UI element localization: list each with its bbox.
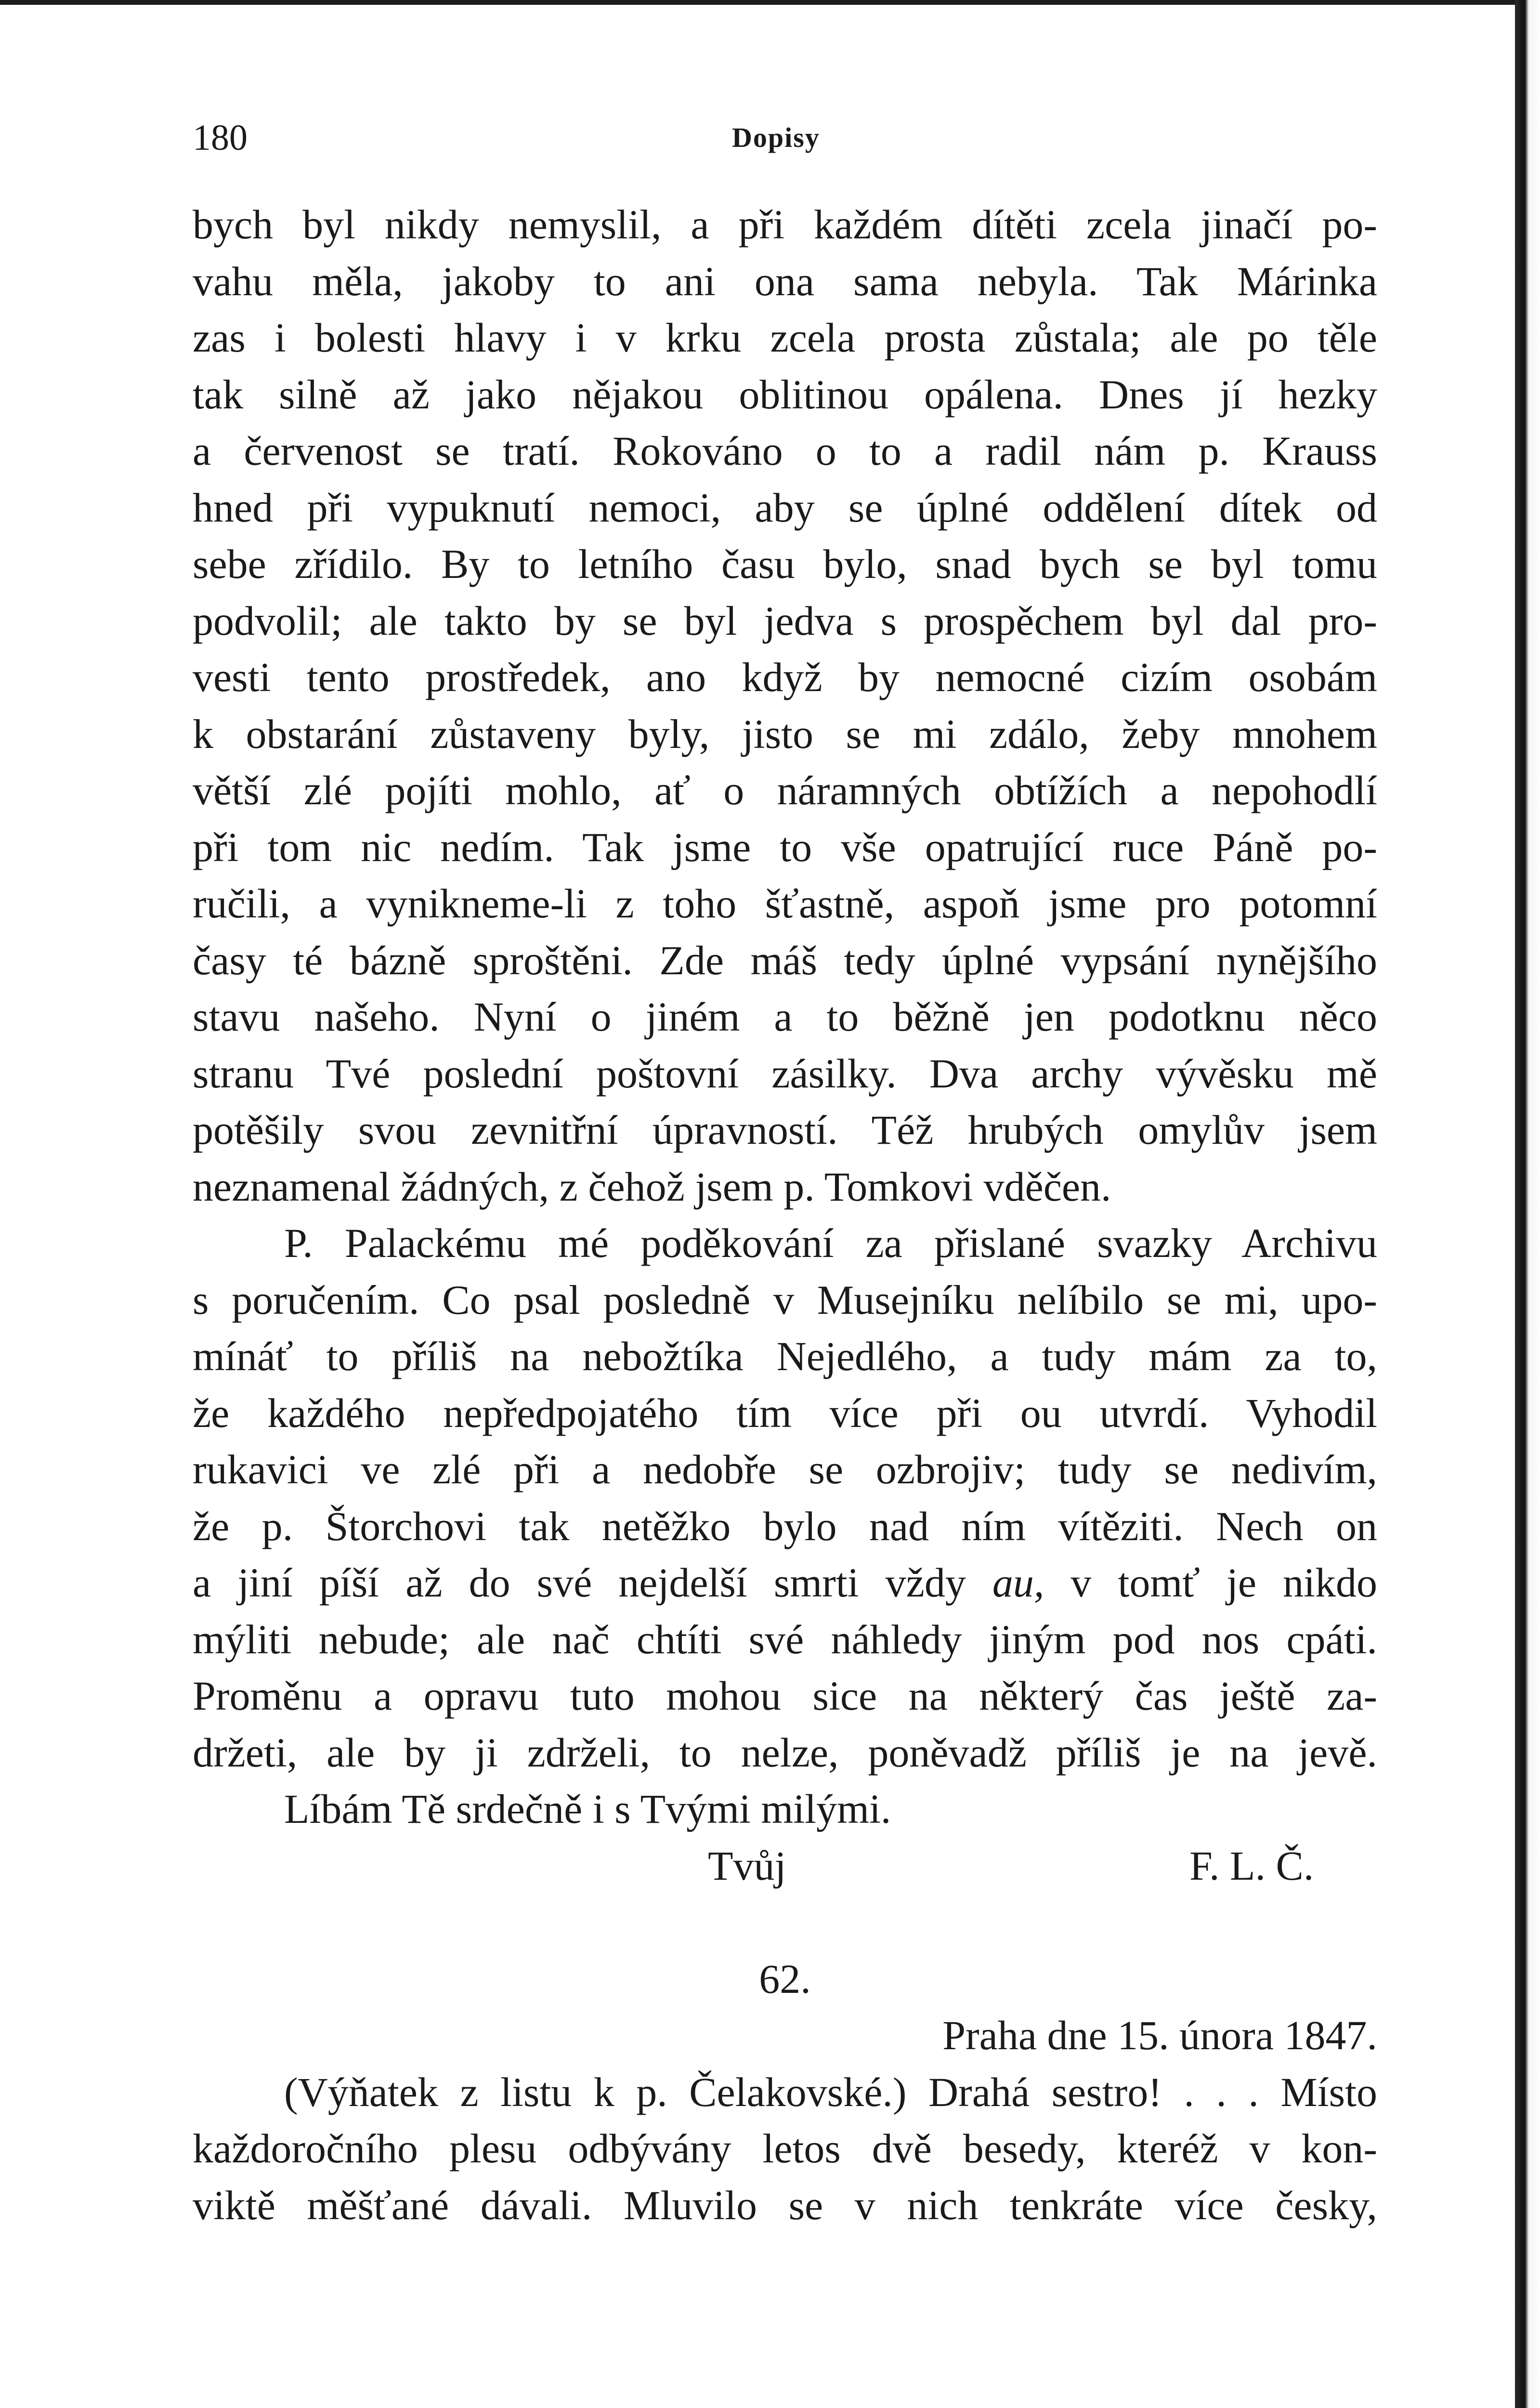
text-line: sebe zřídilo. By to letního času bylo, snad bych se byl tomu [193,541,1377,587]
letter-number: 62. [759,1955,811,2002]
text-line: hned při vypuknutí nemoci, aby se úplné oddělení dítek od [193,484,1377,531]
text-segment: v tomť je nikdo [1070,1559,1378,1606]
text-line: ručili, a vynikneme-li z toho šťastně, aspoň jsme pro potomní [193,880,1377,927]
text-line: vahu měla, jakoby to ani ona sama nebyla. Tak Márinka [193,258,1377,304]
scan-edge-right [1515,0,1540,2408]
text-line: větší zlé pojíti mohlo, ať o náramných obtížích a nepohodlí [193,767,1377,813]
text-line: každoročního plesu odbývány letos dvě besedy, kteréž v kon- [193,2125,1377,2172]
signature-initials: F. L. Č. [1189,1842,1314,1889]
text-line: bych byl nikdy nemyslil, a při každém dítěti zcela jinačí po- [193,201,1377,248]
text-line: potěšily svou zevnitřní úpravností. Též hrubých omylův jsem [193,1107,1377,1153]
spacer [193,1894,1377,1951]
text-line: stranu Tvé poslední poštovní zásilky. Dva archy vývěsku mě [193,1050,1377,1097]
text-segment: a jiní píší až do své nejdelší smrti vždy [193,1559,966,1606]
text-line: mýliti nebude; ale nač chtíti své náhledy jiným pod nos cpáti. [193,1616,1377,1662]
text-line: při tom nic nedím. Tak jsme to vše opatrující ruce Páně po- [193,824,1377,870]
text-line: že p. Štorchovi tak netěžko bylo nad ním vítěziti. Nech on [193,1503,1377,1549]
running-title: Dopisy [732,122,820,153]
text-line: mínáť to příliš na nebožtíka Nejedlého, a tudy mám za to, [193,1333,1377,1379]
letter-date: Praha dne 15. února 1847. [942,2012,1377,2058]
text-line: zas i bolesti hlavy i v krku zcela prosta zůstala; ale po těle [193,314,1377,361]
text-line [193,1555,1377,1611]
text-line: P. Palackému mé poděkování za přislané svazky Archivu [284,1220,1377,1266]
text-line: stavu našeho. Nyní o jiném a to běžně jen podotknu něco [193,994,1377,1040]
text-line: a červenost se tratí. Rokováno o to a radil nám p. Krauss [193,428,1377,474]
closing-word: Tvůj [708,1842,786,1889]
body-text [193,196,1377,2234]
page-number: 180 [193,118,248,158]
text-line: tak silně až jako nějakou oblitinou opálena. Dnes jí hezky [193,371,1377,418]
text-line: viktě měšťané dávali. Mluvilo se v nich tenkráte více česky, [193,2182,1377,2228]
text-line: Proměnu a opravu tuto mohou sice na některý čas ještě za- [193,1673,1377,1719]
text-line: držeti, ale by ji zdrželi, to nelze, poněvadž příliš je na jevě. [193,1729,1377,1776]
scan-edge-top [0,0,1515,5]
text-line: vesti tento prostředek, ano když by nemocné cizím osobám [193,654,1377,700]
page-header [193,109,1377,167]
text-line: časy té bázně sproštěni. Zde máš tedy úplné vypsání nynějšího [193,937,1377,983]
text-line: (Výňatek z listu k p. Čelakovské.) Drahá sestro! . . . Místo [284,2068,1377,2115]
signature-line [193,1838,1377,1895]
text-line: k obstarání zůstaveny byly, jisto se mi zdálo, žeby mnohem [193,710,1377,757]
text-line: podvolil; ale takto by se byl jedva s prospěchem byl dal pro- [193,597,1377,644]
italic-word: au, [992,1559,1044,1606]
text-line: s poručením. Co psal posledně v Musejníku nelíbilo se mi, upo- [193,1276,1377,1323]
text-line: že každého nepředpojatého tím více při ou utvrdí. Vyhodil [193,1389,1377,1436]
text-line: neznamenal žádných, z čehož jsem p. Tomkovi vděčen. [193,1163,1111,1210]
text-line: Líbám Tě srdečně i s Tvými milými. [284,1786,891,1832]
text-line: rukavici ve zlé při a nedobře se ozbrojiv; tudy se nedivím, [193,1446,1377,1492]
